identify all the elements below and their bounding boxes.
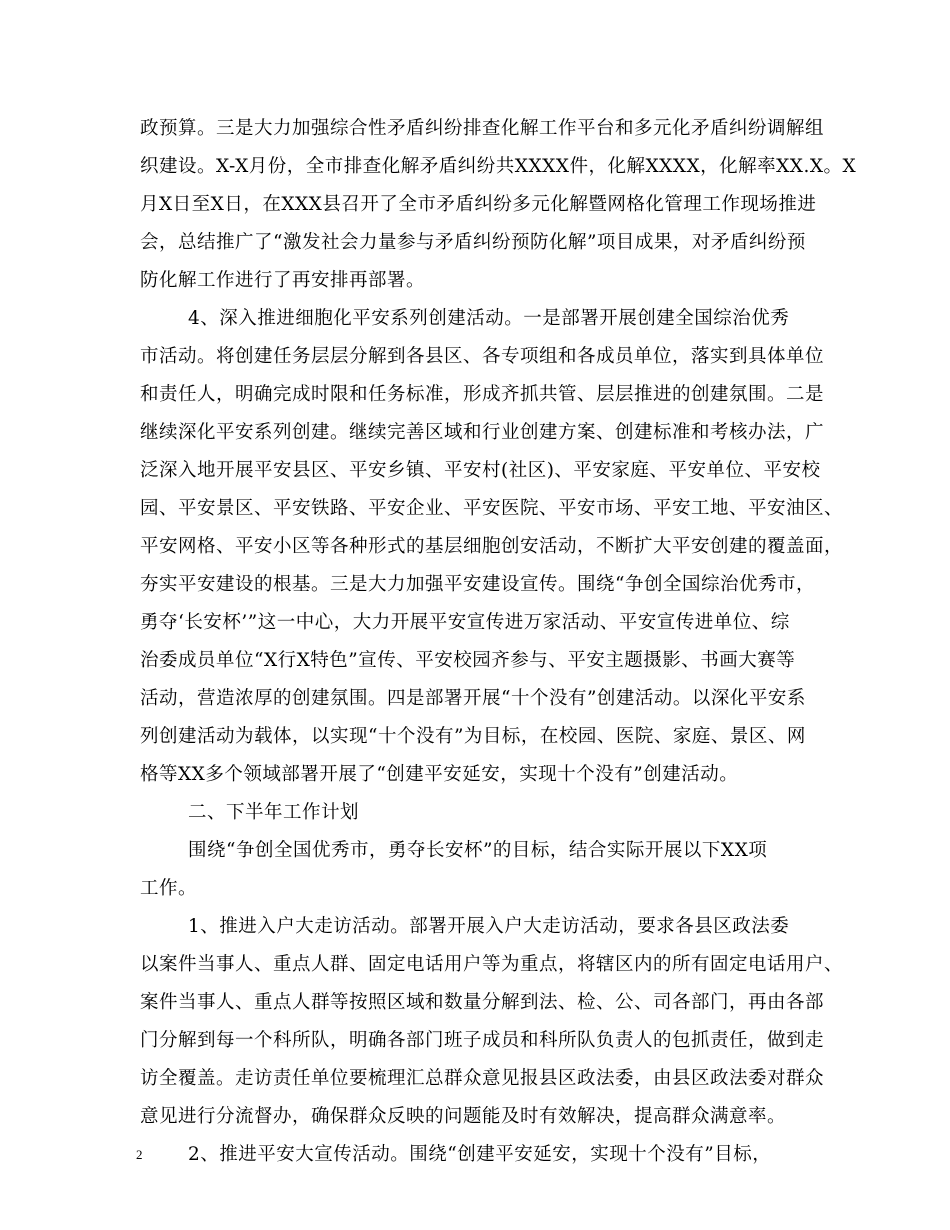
text-line: 列创建活动为载体，以实现“十个没有”为目标，在校园、医院、家庭、景区、网 bbox=[140, 726, 806, 747]
text-line: 治委成员单位“X行X特色”宣传、平安校园齐参与、平安主题摄影、书画大赛等 bbox=[140, 650, 796, 671]
paragraph-first-line: 围绕“争创全国优秀市，勇夺长安杯”的目标，结合实际开展以下XX项 bbox=[188, 840, 768, 861]
paragraph-first-line: 2、推进平安大宣传活动。围绕“创建平安延安，实现十个没有”目标， bbox=[188, 1144, 772, 1165]
text-line: 织建设。X-X月份，全市排查化解矛盾纠纷共XXXX件，化解XXXX，化解率XX.X。X bbox=[140, 156, 857, 177]
text-line: 泛深入地开展平安县区、平安乡镇、平安村(社区)、平安家庭、平安单位、平安校 bbox=[140, 460, 821, 481]
text-line: 夯实平安建设的根基。三是大力加强平安建设宣传。围绕“争创全国综治优秀市， bbox=[140, 574, 815, 595]
paragraph-first-line: 4、深入推进细胞化平安系列创建活动。一是部署开展创建全国综治优秀 bbox=[188, 308, 790, 329]
text-line: 月X日至X日，在XXX县召开了全市矛盾纠纷多元化解暨网格化管理工作现场推进 bbox=[140, 194, 817, 215]
text-line: 案件当事人、重点人群等按照区域和数量分解到法、检、公、司各部门，再由各部 bbox=[140, 992, 825, 1013]
paragraph-first-line: 1、推进入户大走访活动。部署开展入户大走访活动，要求各县区政法委 bbox=[188, 916, 790, 937]
text-line: 继续深化平安系列创建。继续完善区域和行业创建方案、创建标准和考核办法，广 bbox=[140, 422, 825, 443]
text-line: 工作。 bbox=[140, 878, 198, 899]
text-line: 门分解到每一个科所队，明确各部门班子成员和科所队负责人的包抓责任，做到走 bbox=[140, 1030, 825, 1051]
section-heading: 二、下半年工作计划 bbox=[188, 802, 360, 823]
text-line: 市活动。将创建任务层层分解到各县区、各专项组和各成员单位，落实到具体单位 bbox=[140, 346, 825, 367]
text-line: 勇夺‘长安杯’”这一中心，大力开展平安宣传进万家活动、平安宣传进单位、综 bbox=[140, 612, 790, 633]
text-line: 访全覆盖。走访责任单位要梳理汇总群众意见报县区政法委，由县区政法委对群众 bbox=[140, 1068, 825, 1089]
text-line: 意见进行分流督办，确保群众反映的问题能及时有效解决，提高群众满意率。 bbox=[140, 1106, 787, 1127]
text-line: 平安网格、平安小区等各种形式的基层细胞创安活动，不断扩大平安创建的覆盖面， bbox=[140, 536, 844, 557]
text-line: 园、平安景区、平安铁路、平安企业、平安医院、平安市场、平安工地、平安油区、 bbox=[140, 498, 844, 519]
text-line: 防化解工作进行了再安排再部署。 bbox=[140, 270, 426, 291]
text-line: 政预算。三是大力加强综合性矛盾纠纷排查化解工作平台和多元化矛盾纠纷调解组 bbox=[140, 118, 825, 139]
text-line: 以案件当事人、重点人群、固定电话用户等为重点，将辖区内的所有固定电话用户、 bbox=[140, 954, 844, 975]
page-number: 2 bbox=[136, 1147, 143, 1162]
text-line: 活动，营造浓厚的创建氛围。四是部署开展“十个没有”创建活动。以深化平安系 bbox=[140, 688, 806, 709]
text-line: 和责任人，明确完成时限和任务标准，形成齐抓共管、层层推进的创建氛围。二是 bbox=[140, 384, 825, 405]
text-line: 格等XX多个领域部署开展了“创建平安延安，实现十个没有”创建活动。 bbox=[140, 764, 739, 785]
text-line: 会，总结推广了“激发社会力量参与矛盾纠纷预防化解”项目成果，对矛盾纠纷预 bbox=[140, 232, 806, 253]
